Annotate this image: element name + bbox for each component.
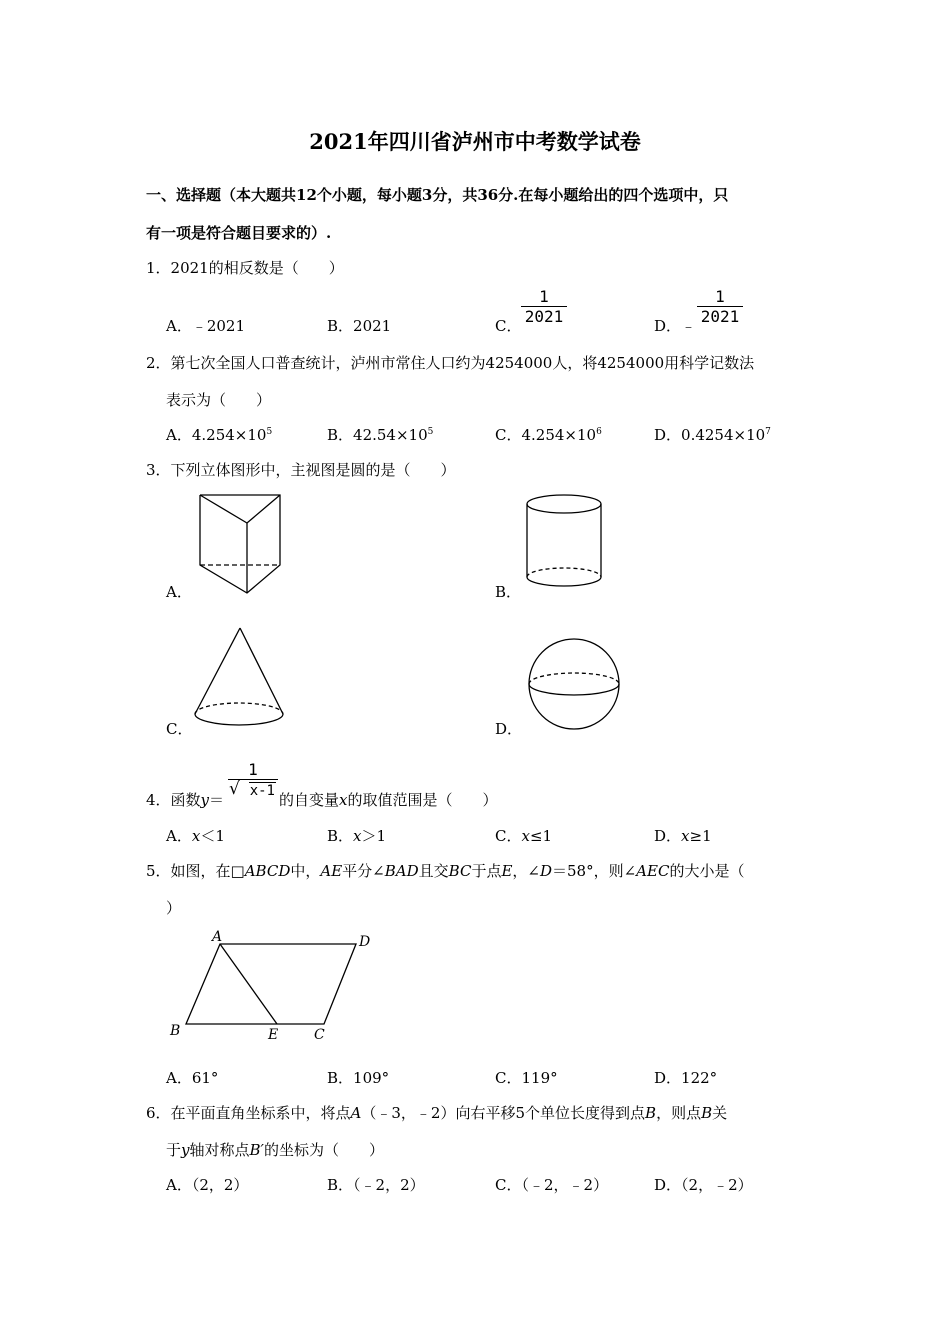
cone-figure — [190, 622, 290, 734]
label-d: D — [359, 934, 371, 950]
question-6-stem-line1: 6．在平面直角坐标系中，将点A（﹣3，﹣2）向右平移5个单位长度得到点B，则点B关 — [146, 1104, 728, 1122]
q3-option-b: B． — [495, 583, 522, 601]
question-6-stem-line2: 于y轴对称点B′的坐标为（ ） — [166, 1141, 384, 1159]
q2-option-b: B．$42.54\times 10^5$ — [327, 426, 434, 444]
triangular-prism-figure — [190, 490, 290, 600]
cylinder-figure — [522, 492, 608, 596]
fraction-numerator: 1 — [539, 287, 549, 306]
q5-option-c: C．119° — [495, 1069, 558, 1087]
question-2-stem-line2: 表示为（ ） — [166, 391, 272, 409]
q3-option-c: C． — [166, 720, 193, 738]
section-heading-line2: 有一项是符合题目要求的）. — [146, 224, 332, 242]
q2-option-d: D．$0.4254\times 10^7$ — [654, 426, 771, 444]
q1-option-b: B．2021 — [327, 317, 392, 335]
q6-option-d: D．（2，﹣2） — [654, 1176, 753, 1194]
fraction-numerator: 1 — [248, 760, 258, 779]
question-3-stem: 3．下列立体图形中，主视图是圆的是（ ） — [146, 461, 456, 479]
sphere-figure — [526, 636, 622, 732]
question-4-stem-prefix: 4．函数y＝ — [146, 791, 225, 809]
section-heading-line1: 一、选择题（本大题共12个小题，每小题3分，共36分.在每小题给出的四个选项中，只 — [146, 186, 729, 204]
q3-option-a: A． — [166, 583, 192, 601]
q1-option-c-fraction — [521, 287, 567, 326]
q4-option-d: D．x≥1 — [654, 827, 712, 845]
q5-option-a: A．61° — [166, 1069, 219, 1087]
fraction-denominator: √ x-1 — [228, 779, 278, 799]
q4-fraction — [228, 760, 278, 799]
q4-option-b: B．x＞1 — [327, 827, 387, 845]
q1-option-a: A．﹣2021 — [166, 317, 246, 335]
q4-option-c: C．x≤1 — [495, 827, 553, 845]
radical-sign-icon: √ — [229, 779, 240, 799]
q4-option-a: A．x＜1 — [166, 827, 225, 845]
label-e: E — [268, 1027, 279, 1043]
q2-option-a: A．$4.254\times 10^5$ — [166, 426, 273, 444]
q6-option-a: A．（2，2） — [166, 1176, 249, 1194]
q3-option-d: D． — [495, 720, 523, 738]
question-4-stem-suffix: 的自变量x的取值范围是（ ） — [279, 791, 498, 809]
label-b: B — [170, 1023, 181, 1039]
q2-option-c: C．$4.254\times 10^6$ — [495, 426, 602, 444]
q6-option-c: C．（﹣2，﹣2） — [495, 1176, 609, 1194]
q1-option-d-fraction — [697, 287, 743, 326]
fraction-denominator: 2021 — [521, 306, 567, 326]
question-5-stem-line2: ） — [166, 899, 182, 917]
q5-option-d: D．122° — [654, 1069, 718, 1087]
question-2-stem-line1: 2．第七次全国人口普查统计，泸州市常住人口约为4254000人，将4254000用科学记数法 — [146, 354, 755, 372]
parallelogram-figure — [160, 925, 390, 1050]
page-title: 2021年四川省泸州市中考数学试卷 — [309, 129, 641, 154]
question-5-stem-line1: 5．如图，在□ABCD中，AE平分∠BAD且交BC于点E，∠D＝58°，则∠AEC的大小是（ — [146, 862, 745, 880]
label-a: A — [212, 929, 223, 945]
q1-option-c: C． — [495, 317, 522, 335]
q1-option-d: D．﹣ — [654, 317, 697, 335]
fraction-numerator: 1 — [715, 287, 725, 306]
q5-option-b: B．109° — [327, 1069, 390, 1087]
label-c: C — [314, 1027, 325, 1043]
q6-option-b: B．（﹣2，2） — [327, 1176, 425, 1194]
question-1-stem: 1．2021的相反数是（ ） — [146, 259, 344, 277]
fraction-denominator: 2021 — [697, 306, 743, 326]
